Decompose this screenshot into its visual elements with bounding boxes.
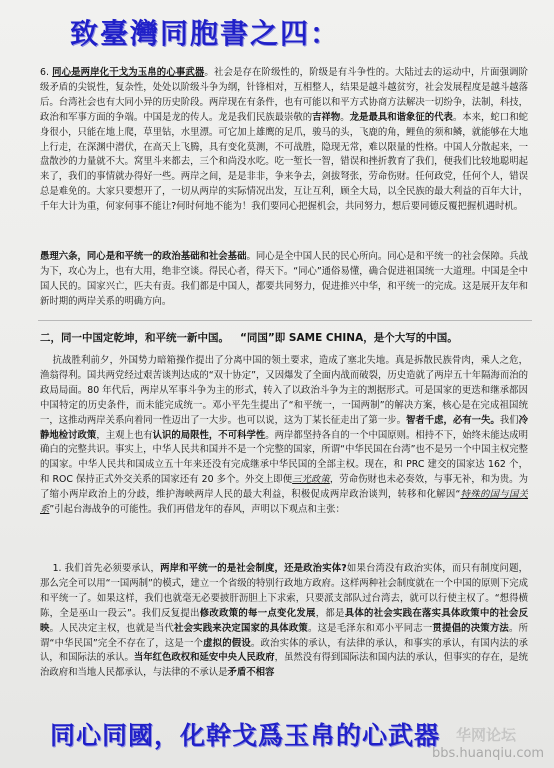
para-italic-term: 特殊的国与国关系 <box>40 489 528 516</box>
para-bold-term: 两岸和平统一的是社会制度，还是政治实体? <box>160 563 347 574</box>
para-bold-term: 当年红色政权和延安中央人民政府 <box>133 652 275 664</box>
para-bold-term: 具体的社会实践在落实具体政策中的社会反映 <box>40 607 528 634</box>
para-number: 6. <box>40 67 53 78</box>
paragraph-summary <box>40 250 528 316</box>
para-text: 。所谓“中华民国”完全不存在了，这是一个 <box>40 622 528 649</box>
section-divider <box>38 320 532 321</box>
paragraph-point-1 <box>40 562 528 722</box>
section-heading <box>40 330 530 345</box>
para-italic-term: 三光政策 <box>292 474 330 486</box>
para-bold-term: 龙是最具和谐象征的代表 <box>349 111 453 123</box>
para-text: 。这是毛泽东和邓小平同志一 <box>308 622 433 634</box>
section-heading-main: 二，同一中国定乾坤，和平统一新中国。 <box>40 332 229 344</box>
para-text: 。本来，蛇口和蛇身很小，只能在地上爬，草里钻，水里漂。可它加上雄鹰的足爪，骏马的头，飞鹿的角，鲤鱼的须和鳞，就能够在大地上行走，在深渊中潜伏，在高天上飞腾，具有变化莫测，不可战胜，隐现无常，难以限量的性格。中国人分散起来，一盘散沙的力量就不大。窝里斗来都去，三个和尚没水吃。吃一堑长一智，错误和挫折教育了我们，便我们比较地聪明起来了，我们的事情就办得好一些。两岸之间，是是非非，争来争去，剑拔弩张，劳命伤财。任何政党，任何个人，错误总是难免的。大家只要想开了，一切从两岸的实际情况出发，互让互利，顾全大局，以全民族的最大利益的百年大计，千年大计为重，何家何事不能让?何时何地不能为！我们要同心把握机会，共同努力，想后要同德反覆把握机遇时机。 <box>40 111 528 213</box>
para-bold-term: 吉祥物 <box>312 111 341 123</box>
para-text: 。两岸都坚持各自的一个中国原则。相持不下，始终未能达成明确白的完整共识。事实上，中华人民共和国并不是一个完整的国家，所谓“中华民国在台湾”也不是另一个中国主权完整的国家。中华人民共和国成立五十年来还没有完成继承中华民国的全部主权。现在，和 PRC 建交的国家达 162 个，和 ROC 保持正式外交关系的国家还有 20 多个。外交上即便 <box>40 429 528 486</box>
para-text: ”引起台海战争的可能性。我们再借龙年的春风，声明以下观点和主张： <box>49 504 345 516</box>
para-bold-term: 智者千虑，必有一失。 <box>405 414 500 426</box>
watermark-url: bbs.huanqiu.com <box>432 746 545 761</box>
para-text: 1. 我们首先必须要承认， <box>52 563 161 574</box>
para-text: 。同心是全中国人民的民心所向。同心是和平统一的社会保障。兵战为下，攻心为上，也有大用，绝非空谈。得民心者，得天下。“同心”通俗易懂，确合促进祖国统一大道理。中国是全中国人民的。国家兴亡，匹夫有责。我们都是中国人，都要共同努力，促进推兴中华，和平统一的完成。这是展开友年和新时期的两岸关系的明确方向。 <box>40 251 528 307</box>
para-bold-term: 修改政策的每一点变化发展 <box>199 607 316 619</box>
para-heading-bold: 同心是两岸化干戈为玉帛的心事武器 <box>52 67 205 78</box>
para-text: ，劳命伤财也未必奏效，与事无补，和为贵。为了缩小两岸政治上的分歧，维护海峡两岸人民的最大利益，积极促成两岸政治谈判，转移和化解因“ <box>40 474 528 501</box>
para-bold-term: 虚拟的假设 <box>203 637 251 649</box>
paragraph-history <box>40 354 528 559</box>
para-bold-term: 社会实践来决定国家的具体政策 <box>174 622 308 634</box>
section-heading-sub: “同国”即 SAME CHINA，是个大写的中国。 <box>239 332 458 344</box>
para-bold-term: 冷静地检讨政策 <box>40 414 528 441</box>
para-bold-term: 认识的局限性，不可科学性 <box>152 429 266 441</box>
page-title: 致臺灣同胞書之四： <box>70 17 341 50</box>
para-text: 我们 <box>499 414 519 426</box>
para-text: 。政治实体的承认，有法律的承认，和事实的承认，有国内法的承认，和国际法的承认。 <box>40 637 528 664</box>
para-bold-lead: 愚理六条，同心是和平统一的政治基础和社会基础 <box>40 251 247 262</box>
para-text: 。社会是存在阶级性的，阶级是有斗争性的。大陆过去的运动中，片面强调阶级矛盾的尖锐性，复杂性，处处以阶级斗争为纲，针锋相对，互相整人，结果是越斗越贫穷，社会发展程度是越斗越落后。台湾社会也有大同小异的历史阶段。两岸现在有条件，也有可能以和平方式协商方法解决一切纷争，法制，科技，政治和军事方面的争端。中国是龙的传人。龙是我们民族最崇敬的 <box>40 67 528 123</box>
para-text: 。 <box>340 111 350 123</box>
para-text: ，虽然没有得到国际法和国内法的承认，但事实的存在，是统治政府和当地人民都承认，与法律的不承认是 <box>40 652 528 679</box>
para-bold-term: 矛盾不相容 <box>227 667 275 679</box>
footer-slogan: 同心同國，化幹戈爲玉帛的心武器 <box>50 721 441 750</box>
para-text: 抗战胜利前夕，外国势力暗箱操作提出了分离中国的领土要求，造成了塞北失地。真是拆散民族骨肉，乘人之危，渔翁得利。国共两党经过艰苦谈判达成的“双十协定”，又因爆发了全面内战而破裂，历史造就了两岸五十年隔海而治的政局局面。80 年代后，两岸从军事斗争为主的形式，转入了以政治斗争为主的割据形式。可是国家的更迭和继承都因中国特定的历史条件，而未能完成统一。邓小平先生提出了“和平统一，一国两制”的解决方案，核心是在完成祖国统一，这推动两岸关系向着同一性迈出了一大步。也可以说，这为丁某长征走出了第一步。 <box>40 355 528 426</box>
para-text: 如果台湾没有政治实体，而只有制度问题，那么完全可以用“一国两制”的模式，建立一个省级的特别行政地方政府。这样两种社会制度就在一个中国的原则下完成和平统一了。如果这样，我们也就毫无必要披肝沥胆上下求索，只要派支部队过台湾去，就可以行使主权了。“想得横陈，全是巫山一段云”。我们反复提出 <box>40 563 528 619</box>
watermark-logo: 华网论坛 <box>456 726 517 744</box>
para-text: ，主观上也有 <box>96 429 153 441</box>
para-text: 。人民决定主权，也就是当代 <box>49 622 174 634</box>
para-bold-term: 贯提倡的决策方法 <box>432 622 509 634</box>
para-text: ，都是 <box>315 607 345 619</box>
